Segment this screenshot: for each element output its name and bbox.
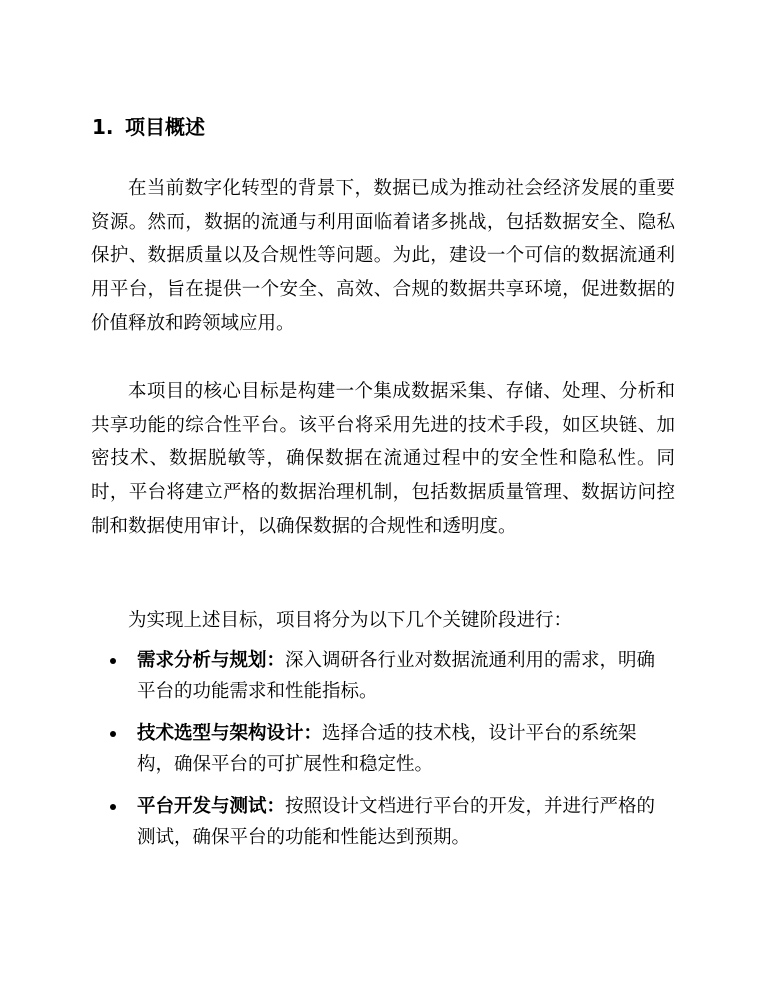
phase-description: 选择合适的技术栈，设计平台的系统架构，确保平台的可扩展性和稳定性。 [137,723,637,775]
section-number: 1. [92,115,114,139]
list-item [110,718,670,780]
phase-title: 需求分析与规划： [137,650,286,671]
list-item [110,645,670,707]
bullet-dot-icon [110,658,116,664]
phase-description: 深入调研各行业对数据流通利用的需求，明确平台的功能需求和性能指标。 [137,650,656,702]
paragraph-core-goal: 本项目的核心目标是构建一个集成数据采集、存储、处理、分析和共享功能的综合性平台。该平台将采用先进的技术手段，如区块链、加密技术、数据脱敏等，确保数据在流通过程中的安全性和隐私性。同时，平台将建立严格的数据治理机制，包括数据质量管理、数据访问控制和数据使用审计，以确保数据的合规性和透明度。 [91,381,675,537]
bullet-dot-icon [110,804,116,810]
phase-list [110,645,670,864]
section-title: 项目概述 [125,115,205,139]
paragraph-phases-intro: 为实现上述目标，项目将分为以下几个关键阶段进行： [128,610,573,631]
phase-description: 按照设计文档进行平台的开发，并进行严格的测试，确保平台的功能和性能达到预期。 [137,796,656,848]
section-heading [92,112,205,142]
bullet-dot-icon [110,731,116,737]
list-item [110,791,670,853]
phase-title: 技术选型与架构设计： [137,723,323,744]
phase-title: 平台开发与测试： [137,796,286,817]
paragraph-background: 在当前数字化转型的背景下，数据已成为推动社会经济发展的重要资源。然而，数据的流通与利用面临着诸多挑战，包括数据安全、隐私保护、数据质量以及合规性等问题。为此，建设一个可信的数据流通利用平台，旨在提供一个安全、高效、合规的数据共享环境，促进数据的价值释放和跨领域应用。 [91,178,675,334]
